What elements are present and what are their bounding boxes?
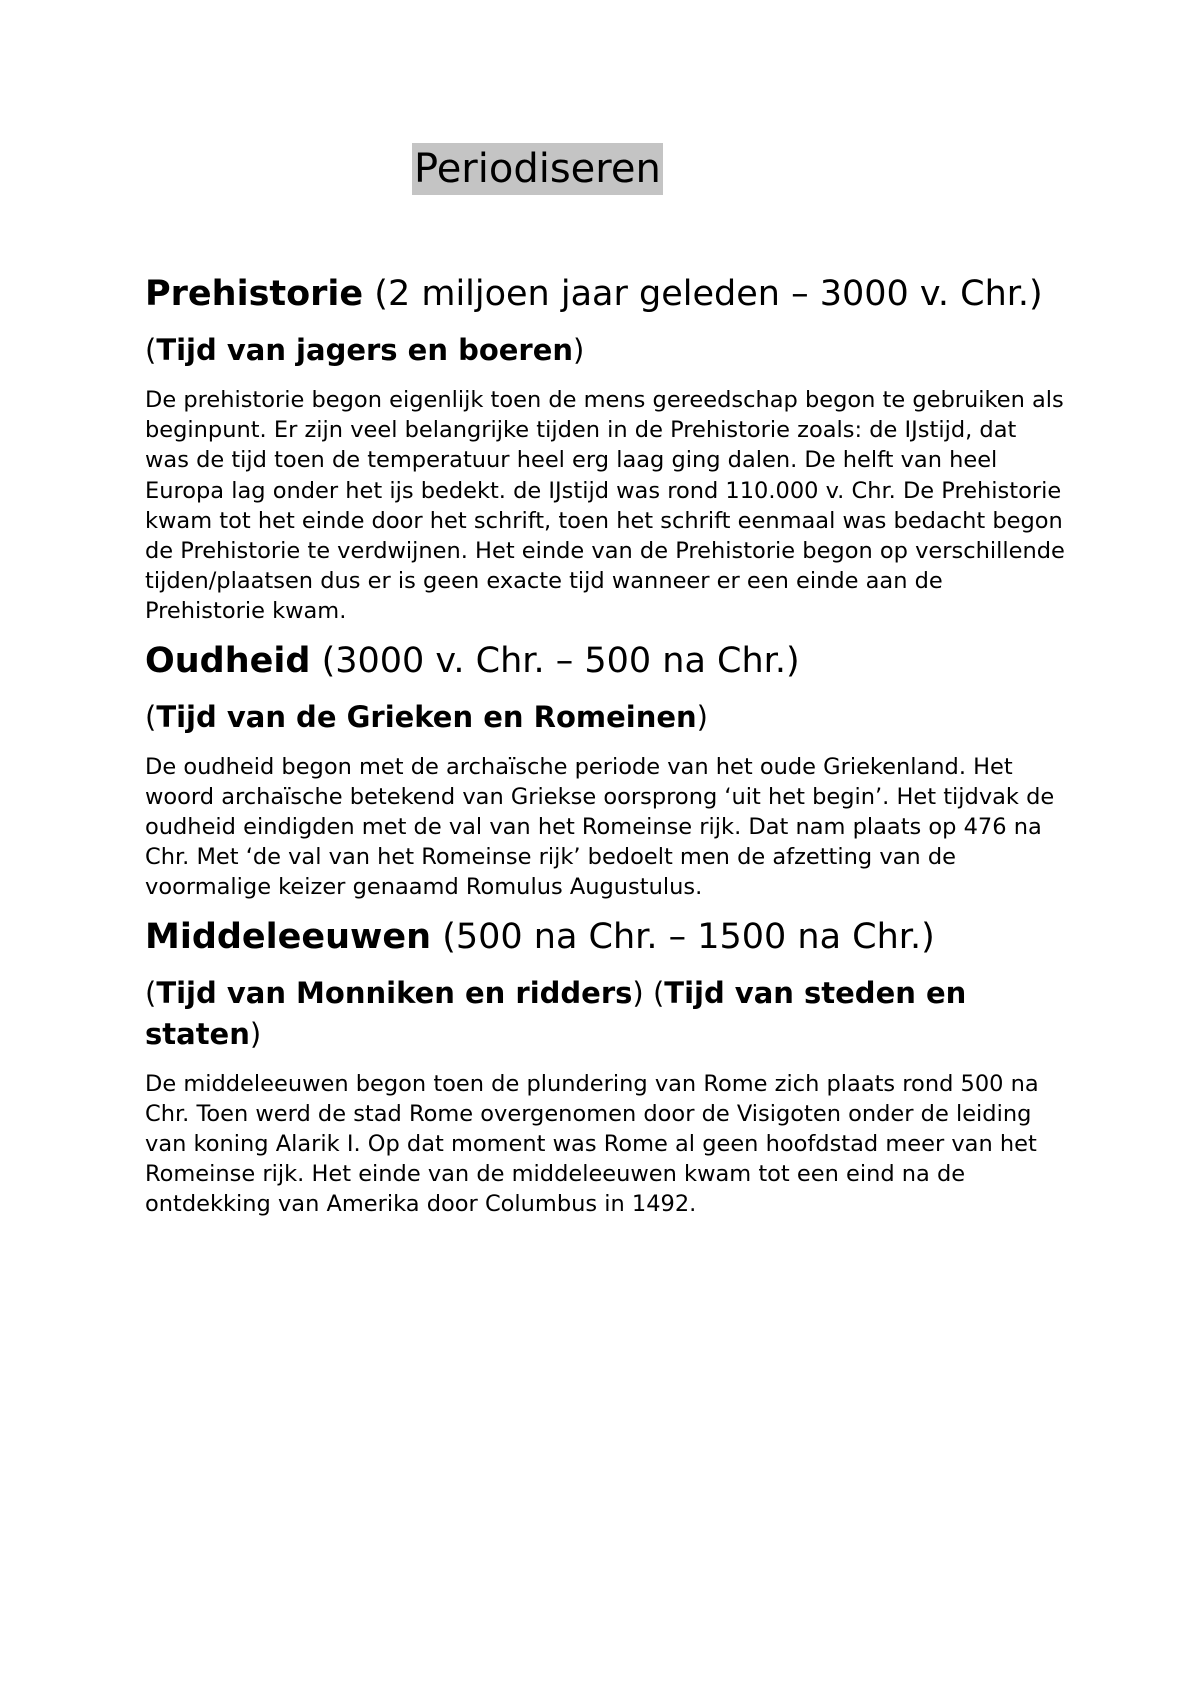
period-name: Oudheid (145, 640, 311, 681)
period-name: Middeleeuwen (145, 916, 432, 957)
period-dates: (2 miljoen jaar geleden – 3000 v. Chr.) (363, 274, 1043, 314)
period-name: Prehistorie (145, 274, 364, 314)
section-heading (145, 270, 1065, 318)
document-body (145, 270, 1065, 1220)
section-subtitle: (Tijd van de Grieken en Romeinen) (145, 699, 708, 734)
section-heading (145, 913, 1065, 961)
section-oudheid (145, 637, 1065, 903)
section-heading (145, 637, 1065, 685)
section-paragraph: De oudheid begon met de archaïsche periode van het oude Griekenland. Het woord archaïsche betekend van Griekse oorsprong ‘uit het begin’. Het tijdvak de oudheid eindigden met de val van het Romeinse rijk. Dat nam plaats op 476 na Chr. Met ‘de val van het Romeinse rijk’ bedoelt men de afzetting van de voormalige keizer genaamd Romulus Augustulus. (145, 753, 1055, 901)
page-title: Periodiseren (412, 143, 663, 195)
section-paragraph: De middeleeuwen begon toen de plundering van Rome zich plaats rond 500 na Chr. Toen werd de stad Rome overgenomen door de Visigoten onder de leiding van koning Alarik I. Op dat moment was Rome al geen hoofdstad meer van het Romeinse rijk. Het einde van de middeleeuwen kwam tot een eind na de ontdekking van Amerika door Columbus in 1492. (145, 1070, 1039, 1218)
period-dates: (3000 v. Chr. – 500 na Chr.) (310, 640, 800, 681)
section-prehistorie (145, 270, 1065, 627)
period-dates: (500 na Chr. – 1500 na Chr.) (431, 916, 935, 957)
section-subtitle: (Tijd van Monniken en ridders) (Tijd van steden en staten) (145, 975, 967, 1051)
section-paragraph: De prehistorie begon eigenlijk toen de mens gereedschap begon te gebruiken als beginpunt. Er zijn veel belangrijke tijden in de Prehistorie zoals: de IJstijd, dat was de tijd toen de temperatuur heel erg laag ging dalen. De helft van heel Europa lag onder het ijs bedekt. de IJstijd was rond 110.000 v. Chr. De Prehistorie kwam tot het einde door het schrift, toen het schrift eenmaal was bedacht begon de Prehistorie te verdwijnen. Het einde van de Prehistorie begon op verschillende tijden/plaatsen dus er is geen exacte tijd wanneer er een einde aan de Prehistorie kwam. (145, 387, 1065, 625)
section-subtitle: (Tijd van jagers en boeren) (145, 333, 585, 367)
section-middeleeuwen (145, 913, 1065, 1220)
